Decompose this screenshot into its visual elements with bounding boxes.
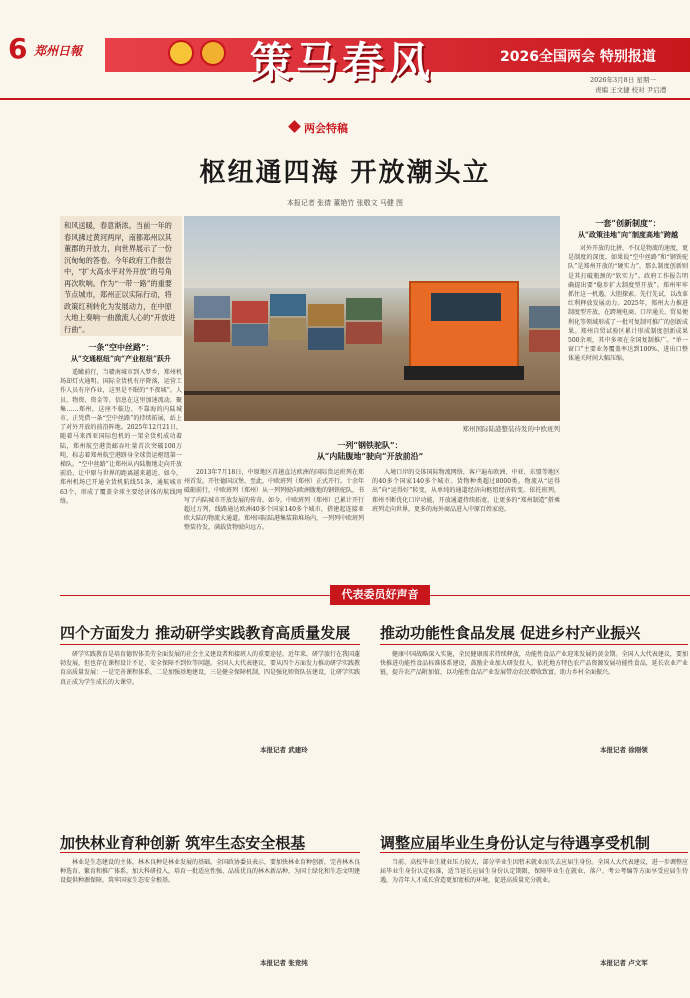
representatives-voices-banner <box>60 585 690 605</box>
article-rule <box>380 852 688 853</box>
column-text-steel-caravan-b: 入境口岸的交体国际物流网络，客户遍布欧洲、中亚、东盟等地区的40多个国家140多个城市。货物种类超过8000类。物流从“运得出”向“运得好”转变，从单纯的通道经济向枢纽经济转变。依托班列，郑州不断优化口岸功能，开放通道持续拓宽，让更多的“郑州制造”搭乘班列走向世界，更多的海外商品进入中原百姓家庭。 <box>372 469 560 513</box>
subheading-line: 从“政策洼地”向“制度高地”跨越 <box>577 230 679 239</box>
article-text-graduate-status: 当前，高校毕业生就业压力较大，部分毕业生因暂未就业而失去应届生身份。全国人大代表建议，进一步调整应届毕业生身份认定标准，适当延长应届生身份认定期限，保障毕业生在就业、落户、考公考编等方面享受应届生待遇，为青年人才成长营造更加宽松的环境，促进高质量充分就业。 <box>380 859 688 885</box>
editors-line: 责编 王文捷 校对 尹启澧 <box>595 86 667 94</box>
article-author: 本报记者 武建玲 <box>260 746 308 754</box>
article-text-forestry-breeding: 林业是生态建设的主体，林木良种是林业发展的基础。全国政协委员表示，要加快林业育种创新，完善林木良种选育、繁育和推广体系，加大科研投入，培育一批适应性强、品质优良的林木新品种，为国土绿化和生态文明建设提供种源保障，筑牢国家生态安全根基。 <box>60 859 360 885</box>
article-author: 本报记者 徐刚领 <box>600 746 648 754</box>
column-text-steel-caravan-a: 2013年7月18日，中原地区首趟直达欧洲的国际货运班列在郑州首发。开往德国汉堡，至此，中欧班列（郑州）正式开行。十余年砥砺前行，中欧班列（郑州）从一列列驶向欧洲腹地的钢铁驼队，书写了内陆城市开放发展的传奇。如今，中欧班列（郑州）已累计开行超过万列，线路通达欧洲40多个国家140多个城市，搭建起连接亚欧大陆的物流大通道。郑州国际陆港集装箱堆场内，一列列中欧班列整装待发，满载货物驶向远方。 <box>184 469 364 532</box>
cppcc-emblem-icon <box>200 40 226 66</box>
subheading-line: 一条“空中丝路”： <box>88 342 154 352</box>
subheading-line: 从“内陆腹地”驶向“开放前沿” <box>316 451 424 461</box>
column-title: 策马春风 <box>250 38 435 87</box>
article-rule <box>60 852 360 853</box>
banner-label: 代表委员好声音 <box>330 585 430 605</box>
paper-name: 郑州日報 <box>34 44 83 58</box>
photo-caption: 郑州国际陆港整装待发的中欧班列 <box>462 425 560 433</box>
article-text-functional-food: 健康中国战略深入实施，全民健康需求持续释放，功能性食品产业迎来发展的黄金期。全国人大代表建议，要加快推进功能性食品标准体系建设，鼓励企业加大研发投入，依托地方特色农产品资源发展功能性食品，延长农业产业链，提升农产品附加值，以功能性食品产业发展带动农民增收致富，助力乡村全面振兴。 <box>380 651 688 677</box>
article-rule <box>380 644 688 645</box>
article-author: 本报记者 卢文军 <box>600 959 648 967</box>
subheading-air-silk-road <box>60 342 182 364</box>
column-text-institutional-innovation: 对外开放的比拼，不仅是物流的速度，更是制度的深度。如果说“空中丝路”和“钢铁驼队”是郑州开放的“硬实力”，那么制度创新则是其打破瓶颈的“软实力”。政府工作报告明确提出要“稳步扩大制度型开放”。郑州牢牢抓住这一机遇，大胆探索，先行先试，以改革红利释放发展动力。2025年，郑州大力推进制度型开放，在跨境电商、口岸通关、贸易便利化等领域形成了一批可复制可推广的创新成果。郑州自贸试验区累计形成制度创新成果500余项，其中多项在全国复制推广。“单一窗口”主要业务覆盖率达到100%，进出口整体通关时间大幅压缩。 <box>568 245 688 363</box>
subheading-institutional-innovation <box>568 218 688 240</box>
article-rule <box>60 644 360 645</box>
article-title-graduate-status: 调整应届毕业生身份认定与待遇享受机制 <box>380 834 651 852</box>
page-number: 6 <box>8 32 28 65</box>
header-rule <box>0 98 690 100</box>
main-headline: 枢纽通四海 开放潮头立 <box>199 158 491 188</box>
section-badge: 两会特稿 <box>290 120 348 136</box>
article-text-study-tour: 研学实践教育是培育德智体美劳全面发展的社会主义建设者和接班人的重要途径。近年来，研学旅行在我国蓬勃发展，但也存在课程设计不足、安全保障不到位等问题。全国人大代表建议，要从四个方面发力推动研学实践教育高质量发展：一是完善课程体系，二是加强基地建设，三是健全保障机制，四是强化师资队伍建设，让研学实践真正成为学生成长的大课堂。 <box>60 651 360 686</box>
special-report-label: 2026全国两会 特别报道 <box>500 49 656 65</box>
byline: 本报记者 张倩 董艳竹 张敬文 马健 图 <box>286 199 404 207</box>
column-text-air-silk-road: 遥瞰前行，当赣南城市到入梦乡，郑州机场却灯火通明。国际全货机有序降落，运营工作人员有序作业，这里是不眠的“不夜城”。人员、物资、资金等，信息在这里加速流动，聚集……郑州，这座不临边、不靠海的内陆城市，正凭借一条“空中丝路”的持续拓展，站上了对外开放的前沿阵地。2025年12月21日，随着马来西亚国际包机的一架全货机成功着陆，郑州航空港货邮吞吐量首次突破100万吨，标志着郑州航空港跻身全球货运枢纽第一梯队。“空中丝路”让郑州从内陆腹地走向开放前沿，让中原与世界的距离越来越近。如今，郑州机场已开通全货机航线51条，通航城市63个，形成了覆盖全球主要经济体的航线网络。 <box>60 369 182 505</box>
lead-paragraph: 和风送暖，春意渐浓。当前一年的春风拂过黄河两岸，南都郑州以其董郡的开放力，向世界展示了一份沉甸甸的答卷。今年政府工作报告中，“扩大高水平对外开放”的号角再次吹响。作为“一带一路”的重要节点城市，郑州正以实际行动，将政策红利转化为发展动力，在中原大地上奏响一曲激流人心的“开放进行曲”。 <box>60 216 182 336</box>
subheading-line: 一列“钢铁驼队”： <box>337 440 403 450</box>
freight-train-photo <box>184 216 560 421</box>
national-emblem-icon <box>168 40 194 66</box>
issue-date: 2026年3月8日 星期一 <box>590 76 656 84</box>
article-title-functional-food: 推动功能性食品发展 促进乡村产业振兴 <box>380 624 641 642</box>
article-title-forestry-breeding: 加快林业育种创新 筑牢生态安全根基 <box>60 834 306 852</box>
subheading-line: 从“交通枢纽”向“产业枢纽”跃升 <box>70 354 172 363</box>
subheading-line: 一套“创新制度”： <box>595 218 661 228</box>
subheading-steel-caravan <box>250 440 490 462</box>
article-author: 本报记者 张竞纯 <box>260 959 308 967</box>
article-title-study-tour: 四个方面发力 推动研学实践教育高质量发展 <box>60 624 351 642</box>
